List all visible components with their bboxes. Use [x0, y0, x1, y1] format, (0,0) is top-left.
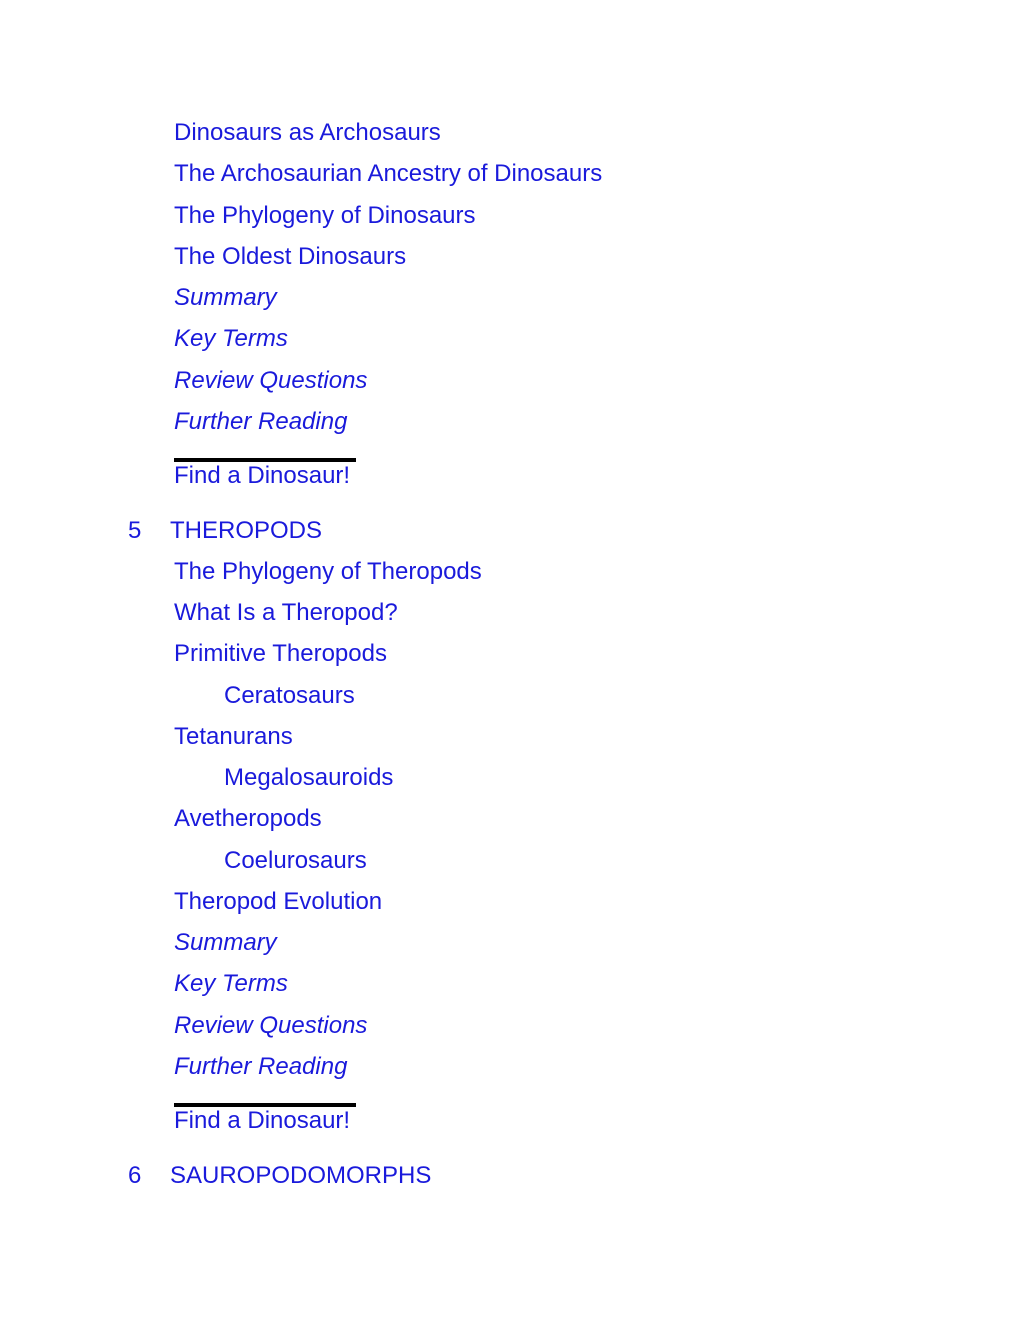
toc-item-dinosaurs-as-archosaurs[interactable]: Dinosaurs as Archosaurs	[174, 119, 441, 146]
toc-item-review-questions[interactable]: Review Questions	[174, 1012, 368, 1039]
chapter-title: SAUROPODOMORPHS	[170, 1162, 432, 1189]
toc-item-theropod-evolution[interactable]: Theropod Evolution	[174, 888, 383, 915]
toc-item-primitive-theropods[interactable]: Primitive Theropods	[174, 640, 387, 667]
toc-item-phylogeny-of-theropods[interactable]: The Phylogeny of Theropods	[174, 558, 482, 585]
toc-item-summary[interactable]: Summary	[174, 284, 277, 311]
toc-item-tetanurans[interactable]: Tetanurans	[174, 723, 293, 750]
toc-item-phylogeny-of-dinosaurs[interactable]: The Phylogeny of Dinosaurs	[174, 202, 476, 229]
toc-item-key-terms[interactable]: Key Terms	[174, 325, 288, 352]
toc-item-key-terms[interactable]: Key Terms	[174, 970, 288, 997]
chapter-number: 5	[128, 517, 142, 544]
find-a-dinosaur-link[interactable]: Find a Dinosaur!	[174, 1107, 351, 1134]
toc-subitem-ceratosaurs[interactable]: Ceratosaurs	[224, 682, 355, 709]
toc-item-what-is-a-theropod[interactable]: What Is a Theropod?	[174, 599, 398, 626]
find-a-dinosaur-link[interactable]: Find a Dinosaur!	[174, 462, 351, 489]
toc-subitem-coelurosaurs[interactable]: Coelurosaurs	[224, 847, 367, 874]
chapter-number: 6	[128, 1162, 142, 1189]
toc-item-summary[interactable]: Summary	[174, 929, 277, 956]
toc-subitem-megalosauroids[interactable]: Megalosauroids	[224, 764, 394, 791]
toc-item-avetheropods[interactable]: Avetheropods	[174, 805, 322, 832]
toc-item-archosaurian-ancestry[interactable]: The Archosaurian Ancestry of Dinosaurs	[174, 160, 603, 187]
chapter-5-heading[interactable]	[128, 517, 322, 545]
toc-item-further-reading[interactable]: Further Reading	[174, 408, 348, 435]
toc-item-review-questions[interactable]: Review Questions	[174, 367, 368, 394]
toc-item-further-reading[interactable]: Further Reading	[174, 1053, 348, 1080]
chapter-6-heading[interactable]	[128, 1162, 431, 1190]
chapter-title: THEROPODS	[170, 517, 323, 544]
toc-item-oldest-dinosaurs[interactable]: The Oldest Dinosaurs	[174, 243, 407, 270]
